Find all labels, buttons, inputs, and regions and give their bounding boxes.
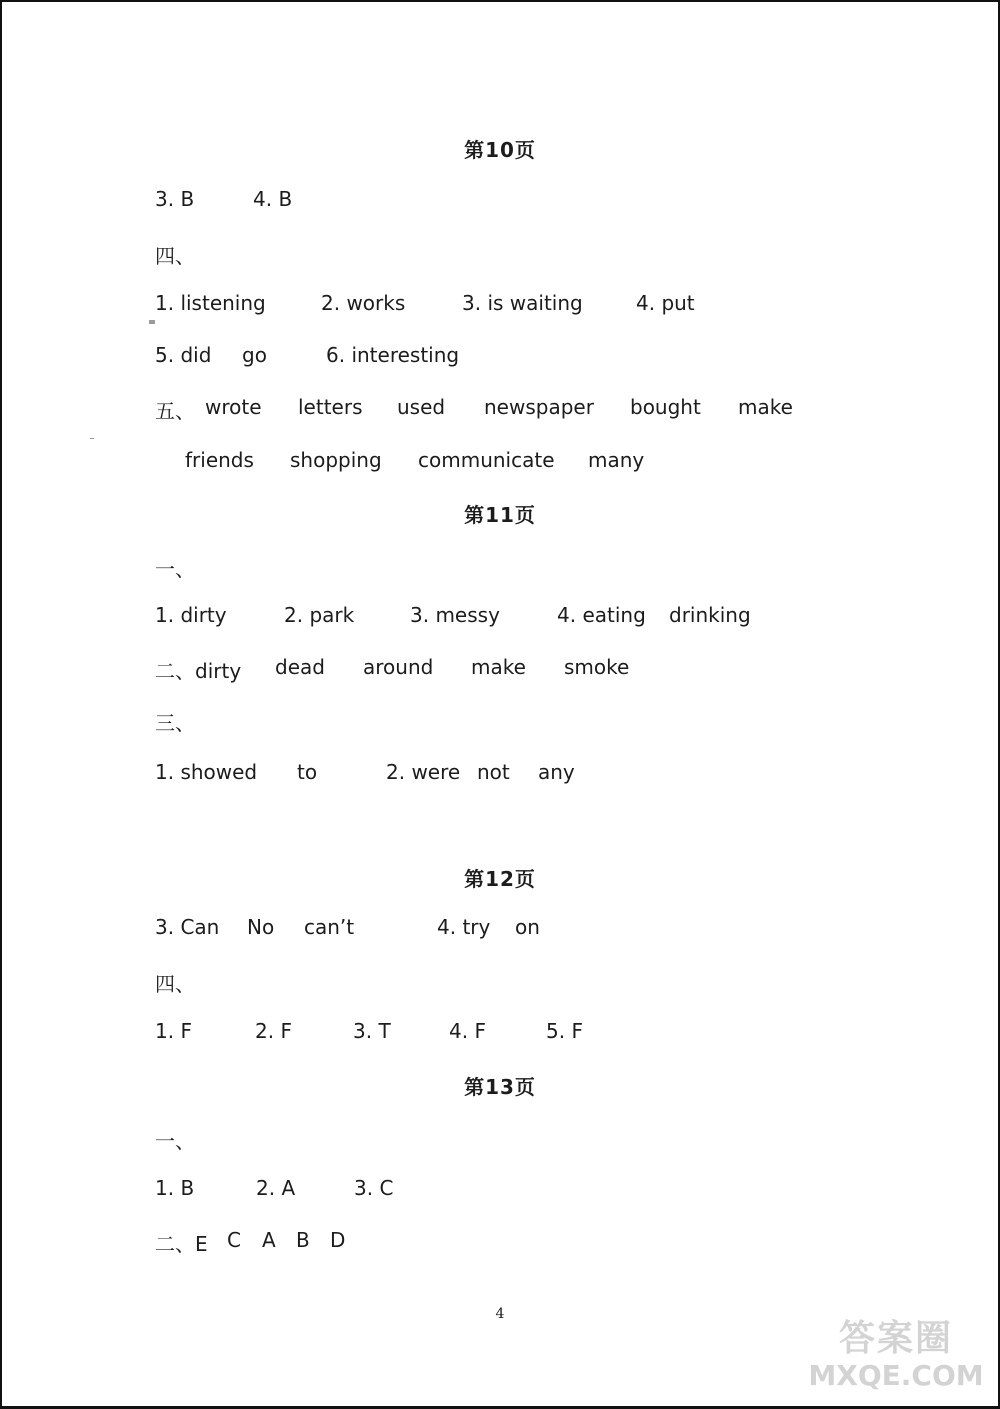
answer-item: to xyxy=(297,760,318,784)
answer-item: 6. interesting xyxy=(326,343,460,367)
answer-item: C xyxy=(227,1228,241,1252)
answer-item: 3. C xyxy=(354,1176,394,1200)
watermark-site: MXQE.COM xyxy=(808,1359,984,1392)
answer-item: 2. F xyxy=(255,1019,292,1043)
answer-item: shopping xyxy=(290,448,382,472)
answer-item: smoke xyxy=(564,655,630,679)
answer-item: around xyxy=(363,655,434,679)
answer-item: 4. B xyxy=(253,187,293,211)
answer-item: 2. park xyxy=(284,603,355,627)
answer-item: 1. B xyxy=(155,1176,195,1200)
question-number: 五、 xyxy=(155,399,195,423)
answer-item: 1. listening xyxy=(155,291,266,315)
answer-item: D xyxy=(330,1228,346,1252)
question-number: 一、 xyxy=(155,557,195,581)
answer-item: 3. messy xyxy=(410,603,500,627)
answer-item: go xyxy=(242,343,267,367)
answer-item: 4. eating xyxy=(557,603,646,627)
answer-item: 5. F xyxy=(546,1019,583,1043)
answer-item: bought xyxy=(630,395,701,419)
answer-item: not xyxy=(477,760,510,784)
question-number: 三、 xyxy=(155,711,195,735)
answer-item: 4. F xyxy=(449,1019,486,1043)
answer-item: 4. try xyxy=(437,915,491,939)
question-number: 四、 xyxy=(155,972,195,996)
answer-item: 2. works xyxy=(321,291,406,315)
answer-item: 1. showed xyxy=(155,760,258,784)
watermark-logo xyxy=(806,1318,986,1400)
question-number: 四、 xyxy=(155,244,195,268)
section-heading-page-10: 第10页 xyxy=(464,138,536,162)
answer-item: on xyxy=(515,915,540,939)
answer-item: 3. is waiting xyxy=(462,291,583,315)
answer-item: wrote xyxy=(205,395,262,419)
answer-item: 2. A xyxy=(256,1176,296,1200)
answer-item: can’t xyxy=(304,915,355,939)
answer-item: 4. put xyxy=(636,291,695,315)
answer-item: communicate xyxy=(418,448,555,472)
answer-item: 二、dirty xyxy=(155,659,242,683)
scan-speck xyxy=(149,320,155,324)
answer-item: 3. T xyxy=(353,1019,391,1043)
answer-item: make xyxy=(738,395,793,419)
answer-item: No xyxy=(247,915,275,939)
answer-item: 5. did xyxy=(155,343,212,367)
answer-item: friends xyxy=(185,448,254,472)
answer-item: letters xyxy=(298,395,363,419)
answer-item: 1. F xyxy=(155,1019,192,1043)
watermark-logo-text: 答案圈 xyxy=(838,1318,953,1359)
section-heading-page-13: 第13页 xyxy=(464,1075,536,1099)
answer-item: B xyxy=(296,1228,310,1252)
section-heading-page-11: 第11页 xyxy=(464,503,536,527)
answer-item: 3. Can xyxy=(155,915,220,939)
scan-speck xyxy=(90,438,94,439)
answer-item: newspaper xyxy=(484,395,594,419)
answer-item: drinking xyxy=(669,603,751,627)
answer-item: 1. dirty xyxy=(155,603,227,627)
answer-item: A xyxy=(262,1228,276,1252)
answer-item: 2. were xyxy=(386,760,461,784)
section-heading-page-12: 第12页 xyxy=(464,867,536,891)
answer-item: 3. B xyxy=(155,187,195,211)
question-number: 一、 xyxy=(155,1129,195,1153)
answer-item: dead xyxy=(275,655,325,679)
answer-item: any xyxy=(538,760,575,784)
answer-item: make xyxy=(471,655,526,679)
page-number: 4 xyxy=(495,1306,505,1322)
answer-item: used xyxy=(397,395,446,419)
answer-item: 二、E xyxy=(155,1232,208,1256)
answer-item: many xyxy=(588,448,645,472)
